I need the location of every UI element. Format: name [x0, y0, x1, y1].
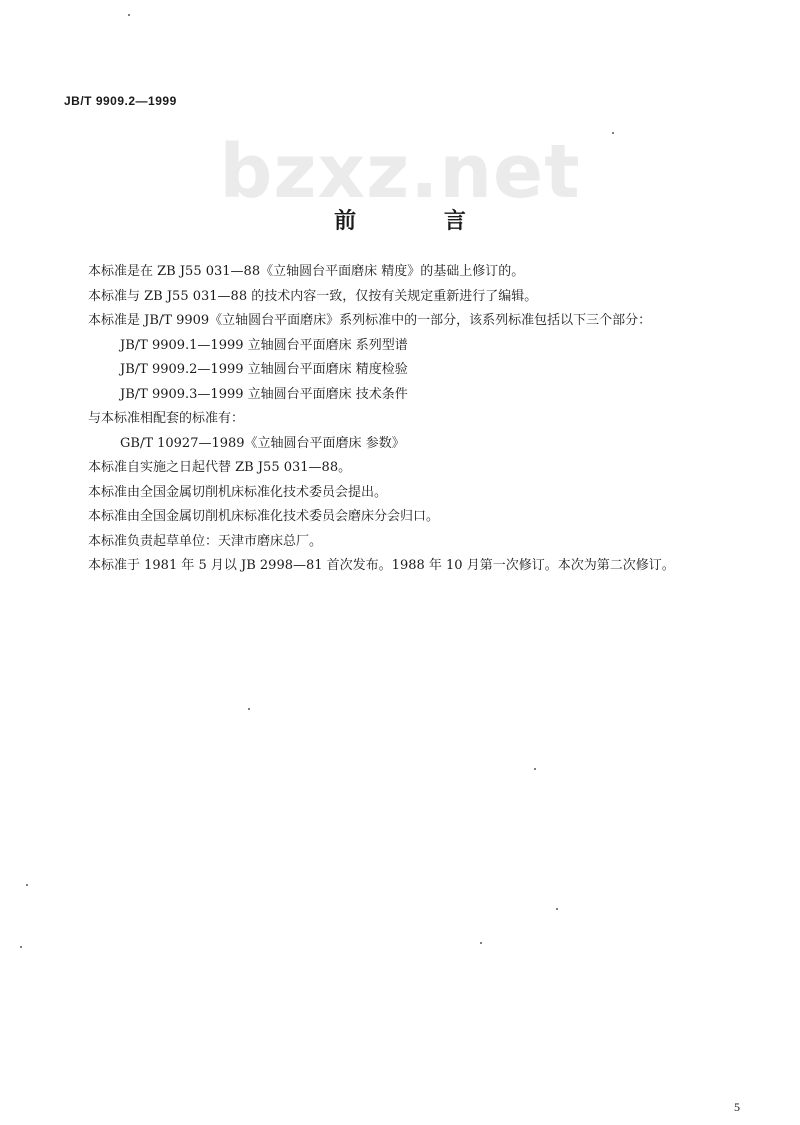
page-title: 前 言 — [334, 208, 506, 234]
standard-code: JB/T 9909.2—1999 — [64, 94, 177, 108]
scan-speck — [248, 708, 250, 710]
scan-speck — [534, 768, 536, 770]
scan-speck — [612, 132, 614, 134]
series-item: JB/T 9909.3—1999 立轴圆台平面磨床 技术条件 — [120, 386, 408, 402]
paragraph: 本标准是 JB/T 9909《立轴圆台平面磨床》系列标准中的一部分，该系列标准包括以下三个部分： — [88, 313, 652, 328]
paragraph: 本标准于 1981 年 5 月以 JB 2998—81 首次发布。1988 年 10 月第一次修订。本次为第二次修订。 — [88, 558, 675, 573]
paragraph: 本标准自实施之日起代替 ZB J55 031—88。 — [88, 460, 352, 475]
paragraph: 本标准是在 ZB J55 031—88《立轴圆台平面磨床 精度》的基础上修订的。 — [88, 264, 525, 279]
scan-speck — [480, 942, 482, 944]
related-standard: GB/T 10927—1989《立轴圆台平面磨床 参数》 — [120, 435, 405, 451]
paragraph: 本标准负责起草单位：天津市磨床总厂。 — [88, 533, 323, 549]
series-item: JB/T 9909.2—1999 立轴圆台平面磨床 精度检验 — [120, 362, 408, 377]
series-item: JB/T 9909.1—1999 立轴圆台平面磨床 系列型谱 — [120, 337, 408, 353]
paragraph: 本标准与 ZB J55 031—88 的技术内容一致，仅按有关规定重新进行了编辑。 — [88, 288, 538, 304]
scan-speck — [26, 884, 28, 886]
scan-speck — [128, 14, 130, 16]
scan-speck — [20, 946, 22, 948]
paragraph: 本标准由全国金属切削机床标准化技术委员会提出。 — [88, 484, 388, 500]
paragraph: 与本标准相配套的标准有： — [88, 411, 245, 426]
watermark: bzxz.net — [219, 129, 581, 215]
paragraph: 本标准由全国金属切削机床标准化技术委员会磨床分会归口。 — [88, 509, 440, 524]
foreword-body — [88, 260, 768, 579]
page-number: 5 — [734, 1100, 740, 1114]
scan-speck — [556, 908, 558, 910]
